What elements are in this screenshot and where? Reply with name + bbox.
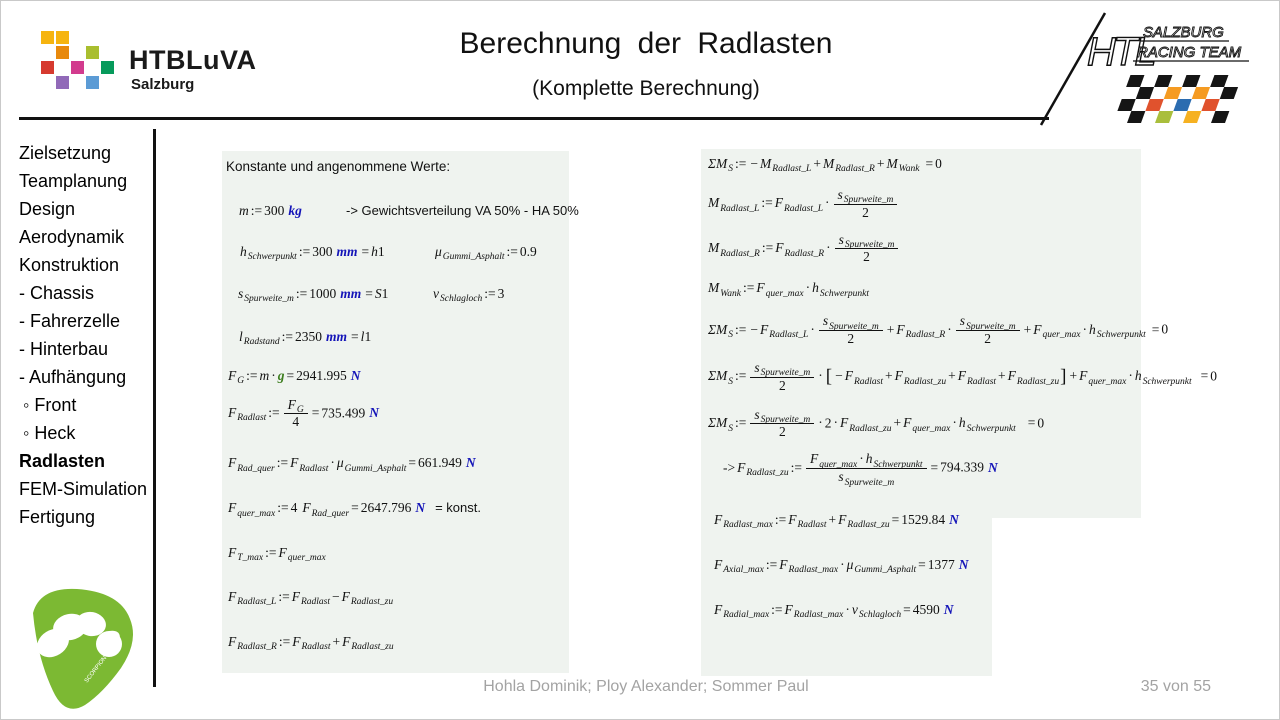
formula: $M_{Radlast\_R}$ := $F_{Radlast\_R}$ · $\frac{s_{Spurweite\_m}}{2}$ (708, 233, 900, 266)
formula: $\Sigma M_S$ := − $F_{Radlast\_L}$ · $\frac{s_{Spurweite\_m}}{2}$ + $F_{Radlast\_R}$ · $\frac{s_{Spurweite\_m}}{2}$ + $F_{quer\_max} \cdot h_{Schwerpunkt} = 0$ (708, 313, 1169, 347)
sidebar-item-chassis[interactable]: - Chassis (19, 283, 95, 303)
logo-square (56, 31, 69, 44)
sidebar-item-konstruktion[interactable]: Konstruktion (19, 255, 120, 275)
formula-row (226, 285, 569, 305)
page-title: Berechnung der Radlasten (459, 27, 833, 60)
formula: $F_{T\_max}$ := $F_{quer\_max}$ (228, 544, 326, 564)
school-logo-name: HTBLuVA (129, 45, 257, 75)
formula: $\Sigma M_S$ := − $M_{Radlast\_L} + M_{Radlast\_R} + M_{Wank} = 0$ (708, 155, 942, 175)
sidebar-nav (19, 139, 151, 531)
logo-square (101, 61, 114, 74)
sidebar-item-teamplanung[interactable]: Teamplanung (19, 171, 128, 191)
formula: $F_{Rad\_quer}$ := $F_{Radlast} \cdot \mu_{Gummi\_Asphalt} = 661.949$ N (228, 455, 476, 474)
flag-cell (1220, 87, 1238, 99)
formula: $F_{quer\_max}$ := 4 $F_{Rad\_quer} = 2647.796$ N = konst. (228, 500, 481, 519)
school-logo (41, 29, 271, 101)
formula: $\nu_{Schlagloch}$ := 3 (433, 285, 505, 305)
checkered-flag (1113, 75, 1242, 123)
sidebar-item-zielsetzung[interactable]: Zielsetzung (19, 143, 112, 163)
formula: $s_{Spurweite\_m}$ := 1000 mm = S1 (238, 285, 389, 305)
page-number: 35 von 55 (1140, 678, 1211, 695)
logo-square (41, 61, 54, 74)
scorpion-text: SCORPION (83, 655, 109, 685)
formula-row (226, 367, 569, 387)
formula-row (705, 511, 1141, 531)
logo-square (71, 61, 84, 74)
formula-row (705, 279, 1141, 299)
formula: $M_{Radlast\_L}$ := $F_{Radlast\_L}$ · $\frac{s_{Spurweite\_m}}{2}$ (708, 188, 899, 221)
formula-row (705, 155, 1141, 175)
page-subtitle: (Komplette Berechnung) (532, 77, 760, 100)
sidebar-item-front[interactable]: ◦ Front (23, 395, 77, 415)
formula: -> $F_{Radlast\_zu}$ := $\frac{F_{quer\_max} \cdot h_{Schwerpunkt}}{s_{Spurweite\_m}}$ = 794.339 N (723, 451, 998, 488)
sidebar-item-hinterbau[interactable]: - Hinterbau (19, 339, 109, 359)
footer-authors: Hohla Dominik; Ploy Alexander; Sommer Paul (483, 678, 809, 695)
racing-logo-line2: RACING TEAM (1137, 44, 1242, 61)
formula: -> Gewichtsverteilung VA 50% - HA 50% (346, 202, 579, 218)
formula: $F_G$ := m · g = 2941.995 N (228, 367, 361, 387)
logo-square (86, 46, 99, 59)
formula: $\Sigma M_S$ := $\frac{s_{Spurweite\_m}}{2}$ · $2 \cdot F_{Radlast\_zu} + F_{quer\_max} \cdot h_{Schwerpunkt} = 0$ (708, 406, 1045, 440)
left-panel-rows (226, 202, 579, 653)
formula: $F_{Axial\_max}$ := $F_{Radlast\_max} \cdot \mu_{Gummi\_Asphalt} = 1377$ N (714, 556, 969, 576)
flag-cell (1117, 99, 1135, 111)
logo-square (86, 76, 99, 89)
formula-row (226, 398, 569, 431)
flag-cell (1183, 111, 1201, 123)
flag-cell (1164, 87, 1182, 99)
formula-row (705, 556, 1141, 576)
formula: $\mu_{Gummi\_Asphalt}$ := 0.9 (435, 243, 537, 263)
school-logo-sub: Salzburg (131, 76, 195, 93)
formula: $F_{Radlast}$ := $\frac{F_G}{4}$ = 735.499 N (228, 396, 380, 430)
formula: $h_{Schwerpunkt}$ := 300 mm = h1 (240, 243, 385, 263)
formula: $F_{Radlast\_max}$ := $F_{Radlast} + F_{Radlast\_zu} = 1529.84$ N (714, 511, 959, 531)
formula-row (226, 243, 569, 263)
formula: $l_{Radstand}$ := 2350 mm = l1 (239, 328, 372, 348)
formula: m := 300 kg (239, 202, 302, 218)
sidebar-item-fahrerzelle[interactable]: - Fahrerzelle (19, 311, 121, 331)
flag-cell (1126, 75, 1144, 87)
formula: $F_{Radlast\_L}$ := $F_{Radlast} - F_{Radlast\_zu}$ (228, 588, 394, 608)
flag-cell (1127, 111, 1145, 123)
sidebar-item-aerodynamik[interactable]: Aerodynamik (19, 227, 125, 247)
sidebar-item-fem-simulation[interactable]: FEM-Simulation (19, 479, 148, 499)
formula-row (705, 408, 1141, 441)
sidebar-item-design[interactable]: Design (19, 199, 76, 219)
logo-square (56, 46, 69, 59)
flag-cell (1182, 75, 1200, 87)
flag-cell (1192, 87, 1210, 99)
left-panel-header: Konstante und angenommene Werte: (226, 159, 451, 174)
logo-square (56, 76, 69, 89)
racing-logo-monogram: HTL (1087, 30, 1154, 74)
sidebar-item-radlasten[interactable]: Radlasten (19, 451, 106, 471)
header-divider-line (19, 117, 1049, 120)
racing-logo-line1: SALZBURG (1143, 24, 1224, 41)
formula-row (226, 202, 579, 219)
formula-row (705, 451, 1141, 488)
formula-row (705, 601, 1141, 621)
formula-row (226, 328, 569, 348)
formula-row (226, 454, 569, 474)
formula: $M_{Wank}$ := $F_{quer\_max} \cdot h_{Schwerpunkt}$ (708, 280, 869, 299)
left-formula-panel (222, 151, 579, 673)
flag-cell (1201, 99, 1219, 111)
flag-cell (1155, 111, 1173, 123)
flag-cell (1173, 99, 1191, 111)
flag-cell (1136, 87, 1154, 99)
formula-row (226, 588, 569, 608)
scorpion-logo (15, 579, 145, 719)
sidebar-divider-line (153, 129, 156, 687)
flag-cell (1210, 75, 1228, 87)
title-block (346, 27, 946, 101)
formula-row (226, 499, 569, 519)
formula: $\Sigma M_S$ := $\frac{s_{Spurweite\_m}}{2}$ · [ − $F_{Radlast} + F_{Radlast\_zu} + F_{Radlast} + F_{Radlast\_zu}] + F_{quer\_max} \cdot h_{Schwerpunkt} = 0$ (708, 359, 1218, 393)
formula-row (705, 233, 1141, 266)
right-formula-panel (701, 149, 1218, 676)
formula-row (705, 188, 1141, 221)
formula: $F_{Radlast\_R}$ := $F_{Radlast} + F_{Radlast\_zu}$ (228, 633, 394, 653)
flag-cell (1145, 99, 1163, 111)
formula-row (226, 633, 569, 653)
flag-cell (1211, 111, 1229, 123)
logo-square (41, 31, 54, 44)
formula-row (226, 544, 569, 564)
sidebar-item-aufh-ngung[interactable]: - Aufhängung (19, 367, 127, 387)
sidebar-item-fertigung[interactable]: Fertigung (19, 507, 96, 527)
flag-cell (1154, 75, 1172, 87)
formula-row (705, 313, 1169, 347)
sidebar-item-heck[interactable]: ◦ Heck (23, 423, 76, 443)
right-panel-rows (705, 155, 1218, 621)
formula: $F_{Radial\_max}$ := $F_{Radlast\_max} \cdot \nu_{Schlagloch} = 4590$ N (714, 601, 954, 621)
racing-team-logo (1021, 7, 1276, 142)
formula-row (705, 359, 1218, 394)
